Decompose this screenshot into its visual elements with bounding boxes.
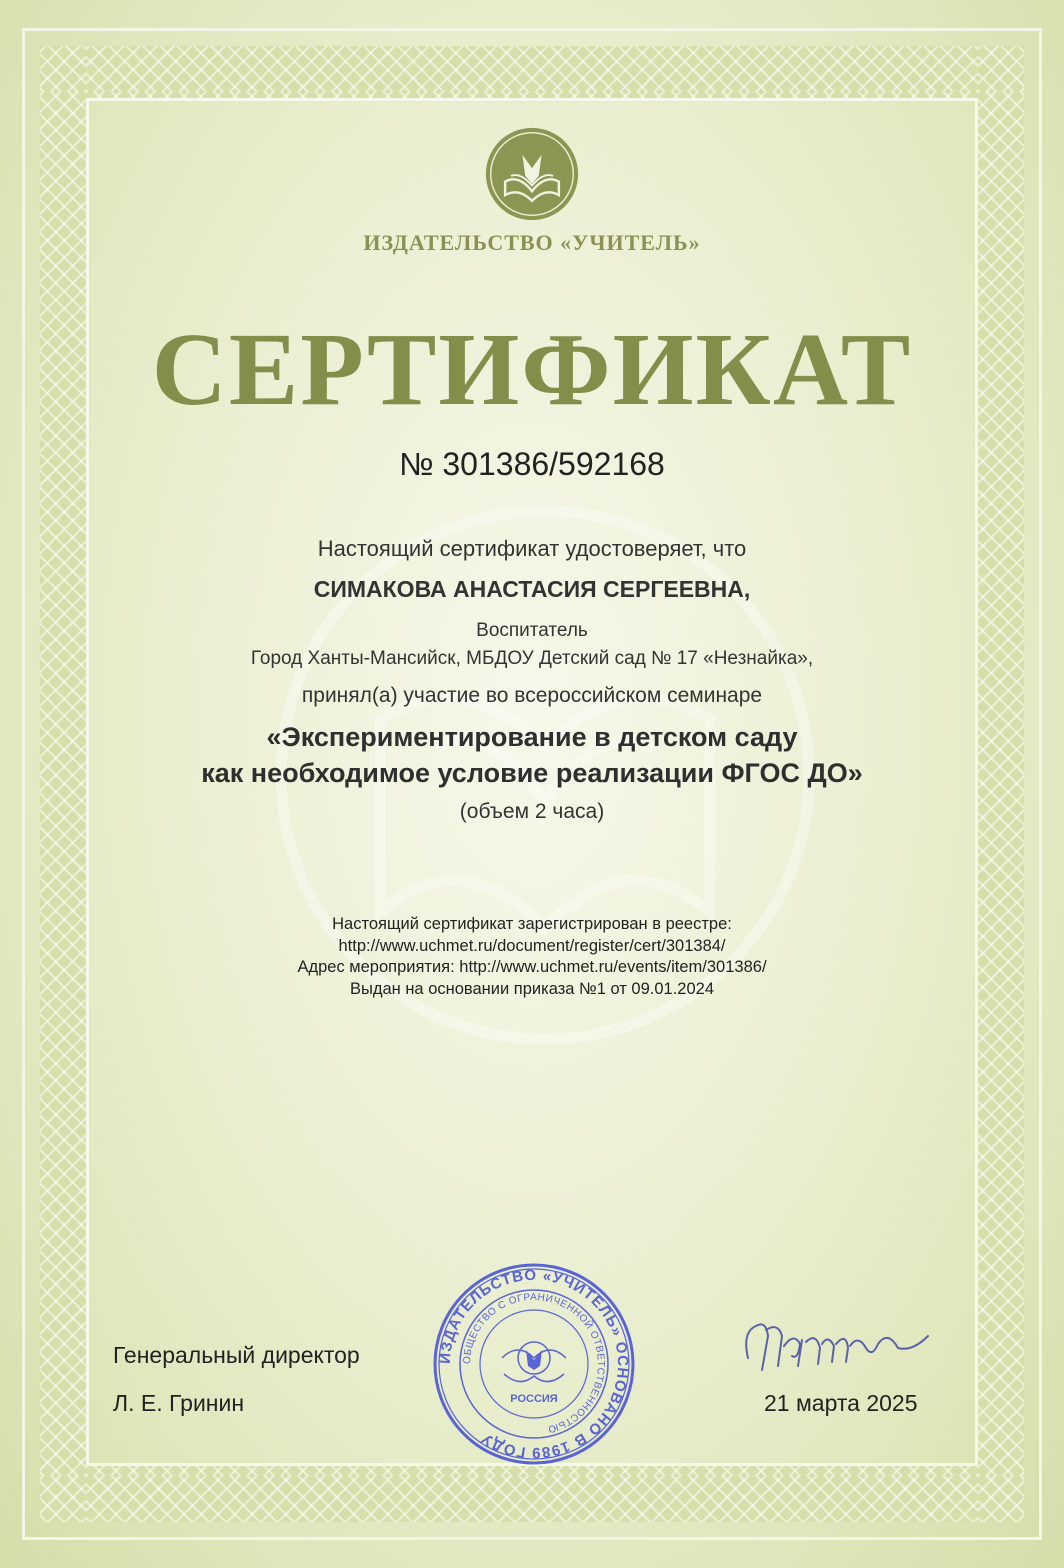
recipient-name: СИМАКОВА АНАСТАСИЯ СЕРГЕЕВНА, <box>313 576 751 602</box>
stamp-inner-text: ОБЩЕСТВО С ОГРАНИЧЕННОЙ ОТВЕТСТВЕННОСТЬЮ <box>461 1291 607 1435</box>
seminar-title-line2: как необходимое условие реализации ФГОС ДО» <box>201 758 863 788</box>
publisher-name: ИЗДАТЕЛЬСТВО «УЧИТЕЛЬ» <box>363 230 701 255</box>
seminar-volume: (объем 2 часа) <box>459 800 605 823</box>
intro-text: Настоящий сертификат удостоверяет, что <box>317 536 747 561</box>
issue-date: 21 марта 2025 <box>764 1390 918 1416</box>
order-basis: Выдан на основании приказа №1 от 09.01.2024 <box>349 979 715 998</box>
certificate-title: СЕРТИФИКАТ <box>151 312 913 427</box>
signatory-title: Генеральный директор <box>113 1342 360 1368</box>
participation-text: принял(а) участие во всероссийском семинаре <box>301 684 763 707</box>
registry-info <box>0 914 1064 1000</box>
stamp-outer-text: ИЗДАТЕЛЬСТВО «УЧИТЕЛЬ» ОСНОВАНО В 1989 ГОДУ <box>436 1266 632 1462</box>
registry-line: Настоящий сертификат зарегистрирован в реестре: <box>332 915 732 933</box>
certificate-number: № 301386/592168 <box>399 446 665 482</box>
official-stamp-icon <box>432 1262 636 1466</box>
publisher-logo-icon <box>484 126 580 222</box>
signature-icon <box>728 1296 952 1382</box>
registry-url: http://www.uchmet.ru/document/register/cert/301384/ <box>338 936 726 955</box>
recipient-position: Воспитатель <box>476 620 588 641</box>
recipient-organization: Город Ханты-Мансийск, МБДОУ Детский сад № 17 «Незнайка», <box>250 648 814 669</box>
event-address: Адрес мероприятия: http://www.uchmet.ru/events/item/301386/ <box>297 958 767 976</box>
seminar-title-line1: «Экспериментирование в детском саду <box>266 722 798 752</box>
signatory-name: Л. Е. Гринин <box>113 1390 245 1416</box>
stamp-center-text: РОССИЯ <box>510 1393 558 1405</box>
